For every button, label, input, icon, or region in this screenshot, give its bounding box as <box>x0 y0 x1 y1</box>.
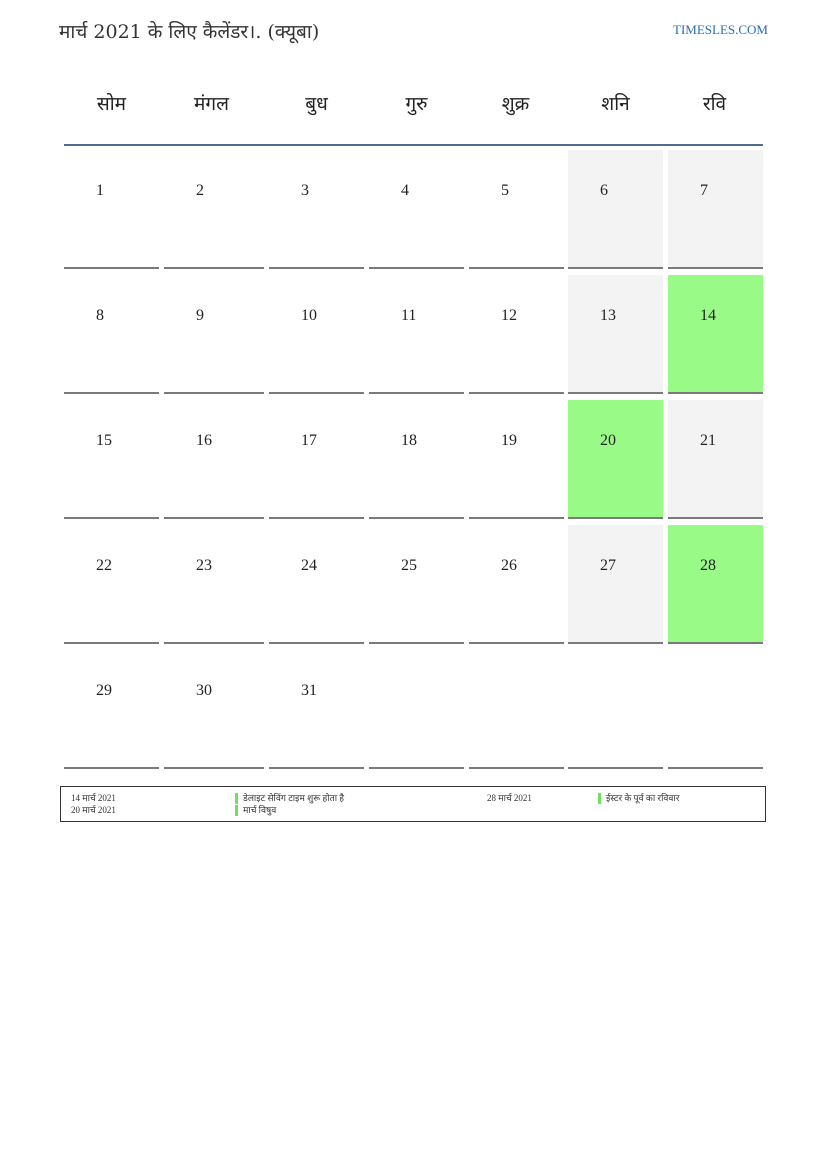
legend-label: ईस्टर के पूर्व का रविवार <box>606 793 680 803</box>
day-cell[interactable] <box>164 525 264 644</box>
day-cell[interactable] <box>568 275 663 394</box>
day-cell[interactable] <box>668 525 763 644</box>
day-number: 15 <box>96 432 112 449</box>
day-number: 14 <box>700 307 716 324</box>
day-number: 27 <box>600 557 616 574</box>
day-cell[interactable] <box>64 650 159 769</box>
legend-date: 20 मार्च 2021 <box>71 805 116 815</box>
day-number: 1 <box>96 182 104 199</box>
day-number: 16 <box>196 432 212 449</box>
empty-day-cell <box>469 650 564 769</box>
holiday-color-marker <box>598 793 601 804</box>
legend-entry <box>235 804 276 816</box>
day-cell[interactable] <box>668 150 763 269</box>
day-number: 20 <box>600 432 616 449</box>
legend-label: मार्च विषुव <box>243 805 277 815</box>
day-cell[interactable] <box>269 150 364 269</box>
day-number: 23 <box>196 557 212 574</box>
day-cell[interactable] <box>668 400 763 519</box>
day-cell[interactable] <box>369 150 464 269</box>
day-cell[interactable] <box>64 150 159 269</box>
day-cell[interactable] <box>269 275 364 394</box>
day-number: 21 <box>700 432 716 449</box>
day-number: 5 <box>501 182 509 199</box>
weekday-thu: गुरु <box>405 93 428 115</box>
holiday-color-marker <box>235 793 238 804</box>
day-number: 31 <box>301 682 317 699</box>
day-cell[interactable] <box>64 275 159 394</box>
day-cell[interactable] <box>568 150 663 269</box>
day-number: 19 <box>501 432 517 449</box>
weekday-tue: मंगल <box>194 93 229 115</box>
holiday-color-marker <box>235 805 238 816</box>
day-number: 11 <box>401 307 417 324</box>
day-cell[interactable] <box>369 525 464 644</box>
day-cell[interactable] <box>164 275 264 394</box>
day-number: 2 <box>196 182 204 199</box>
day-number: 4 <box>401 182 409 199</box>
day-number: 9 <box>196 307 204 324</box>
day-number: 7 <box>700 182 708 199</box>
day-cell[interactable] <box>269 650 364 769</box>
site-link[interactable]: TIMESLES.COM <box>673 22 768 37</box>
day-number: 24 <box>301 557 317 574</box>
day-number: 25 <box>401 557 417 574</box>
day-cell[interactable] <box>469 525 564 644</box>
day-cell[interactable] <box>164 400 264 519</box>
day-number: 12 <box>501 307 517 324</box>
page-title: मार्च 2021 के लिए कैलेंडर।. (क्यूबा) <box>59 21 320 43</box>
weekday-header-row <box>64 86 763 146</box>
day-cell[interactable] <box>269 400 364 519</box>
day-number: 30 <box>196 682 212 699</box>
day-cell[interactable] <box>469 150 564 269</box>
weekday-mon: सोम <box>96 93 127 115</box>
day-cell[interactable] <box>668 275 763 394</box>
empty-day-cell <box>568 650 663 769</box>
day-number: 13 <box>600 307 616 324</box>
weekday-fri: शुक्र <box>501 93 530 115</box>
day-number: 3 <box>301 182 309 199</box>
day-cell[interactable] <box>269 525 364 644</box>
weekday-wed: बुध <box>305 93 328 115</box>
day-cell[interactable] <box>469 400 564 519</box>
day-number: 29 <box>96 682 112 699</box>
weekday-sat: शनि <box>601 93 630 115</box>
legend-date: 14 मार्च 2021 <box>71 793 116 803</box>
day-cell[interactable] <box>64 525 159 644</box>
day-cell[interactable] <box>64 400 159 519</box>
day-number: 17 <box>301 432 317 449</box>
day-number: 28 <box>700 557 716 574</box>
legend-entry <box>598 792 679 804</box>
holiday-legend <box>60 786 766 822</box>
day-number: 8 <box>96 307 104 324</box>
day-cell[interactable] <box>369 275 464 394</box>
day-cell[interactable] <box>164 150 264 269</box>
day-cell[interactable] <box>469 275 564 394</box>
day-number: 26 <box>501 557 517 574</box>
legend-date: 28 मार्च 2021 <box>487 793 532 803</box>
day-cell[interactable] <box>568 400 663 519</box>
day-number: 18 <box>401 432 417 449</box>
day-cell[interactable] <box>568 525 663 644</box>
legend-label: डेलाइट सेविंग टाइम शुरू होता है <box>243 793 345 803</box>
legend-entry <box>235 792 344 804</box>
empty-day-cell <box>369 650 464 769</box>
weekday-sun: रवि <box>702 93 727 115</box>
day-number: 10 <box>301 307 317 324</box>
day-cell[interactable] <box>164 650 264 769</box>
day-number: 6 <box>600 182 608 199</box>
day-cell[interactable] <box>369 400 464 519</box>
day-number: 22 <box>96 557 112 574</box>
empty-day-cell <box>668 650 763 769</box>
